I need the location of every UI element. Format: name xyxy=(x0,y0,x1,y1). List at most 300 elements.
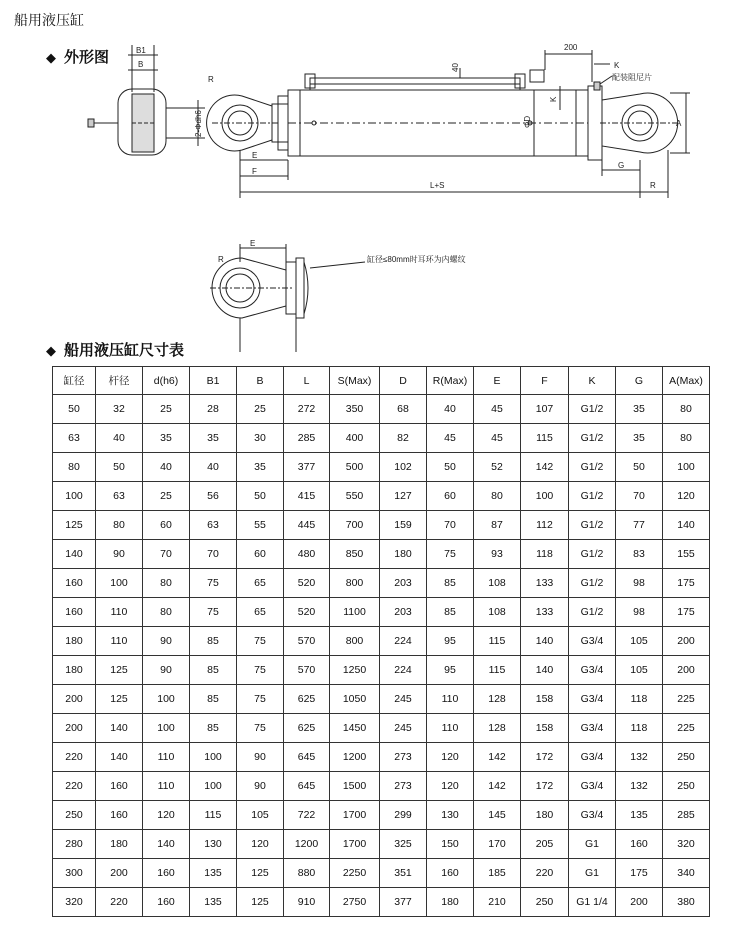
table-cell: 175 xyxy=(663,598,710,627)
table-cell: 203 xyxy=(380,569,427,598)
table-cell: 224 xyxy=(380,656,427,685)
table-cell: 90 xyxy=(237,772,284,801)
table-row xyxy=(53,540,710,569)
table-cell: 120 xyxy=(237,830,284,859)
table-cell: 377 xyxy=(380,888,427,917)
table-row xyxy=(53,511,710,540)
table-cell: 75 xyxy=(190,569,237,598)
table-cell: 50 xyxy=(427,453,474,482)
table-cell: 128 xyxy=(474,685,521,714)
table-cell: 80 xyxy=(143,569,190,598)
table-cell: 159 xyxy=(380,511,427,540)
table-cell: 98 xyxy=(616,569,663,598)
table-cell: 1500 xyxy=(330,772,380,801)
table-cell: 200 xyxy=(663,627,710,656)
table-cell: 105 xyxy=(616,656,663,685)
column-header: 杆径 xyxy=(96,367,143,395)
table-cell: 480 xyxy=(284,540,330,569)
table-cell: 645 xyxy=(284,743,330,772)
table-cell: 100 xyxy=(190,772,237,801)
table-cell: 110 xyxy=(143,743,190,772)
table-cell: G1 xyxy=(569,830,616,859)
table-cell: 285 xyxy=(663,801,710,830)
table-cell: 224 xyxy=(380,627,427,656)
table-cell: 70 xyxy=(190,540,237,569)
table-cell: 25 xyxy=(143,482,190,511)
table-cell: 35 xyxy=(237,453,284,482)
table-cell: 180 xyxy=(521,801,569,830)
table-cell: G3/4 xyxy=(569,714,616,743)
label-200: 200 xyxy=(564,43,578,52)
table-cell: 125 xyxy=(96,656,143,685)
table-cell: 377 xyxy=(284,453,330,482)
table-cell: 880 xyxy=(284,859,330,888)
table-cell: G3/4 xyxy=(569,743,616,772)
diamond-bullet-icon-2: ◆ xyxy=(46,344,56,359)
thread-eye-view xyxy=(210,244,365,352)
table-cell: 25 xyxy=(237,395,284,424)
table-cell: 142 xyxy=(474,772,521,801)
table-cell: 160 xyxy=(96,801,143,830)
table-cell: 95 xyxy=(427,627,474,656)
table-cell: 85 xyxy=(190,685,237,714)
column-header: L xyxy=(284,367,330,395)
table-cell: 299 xyxy=(380,801,427,830)
table-cell: 100 xyxy=(143,714,190,743)
table-cell: 140 xyxy=(96,714,143,743)
table-cell: 30 xyxy=(237,424,284,453)
table-cell: 245 xyxy=(380,714,427,743)
table-cell: 1200 xyxy=(284,830,330,859)
table-cell: 273 xyxy=(380,772,427,801)
table-cell: 60 xyxy=(427,482,474,511)
table-cell: 1450 xyxy=(330,714,380,743)
column-header: B xyxy=(237,367,284,395)
table-cell: 172 xyxy=(521,743,569,772)
column-header: 缸径 xyxy=(53,367,96,395)
table-cell: G1/2 xyxy=(569,511,616,540)
column-header: K xyxy=(569,367,616,395)
table-row xyxy=(53,656,710,685)
table-cell: 100 xyxy=(96,569,143,598)
spec-table xyxy=(52,366,710,917)
table-cell: 200 xyxy=(663,656,710,685)
table-cell: 118 xyxy=(616,714,663,743)
table-cell: 170 xyxy=(474,830,521,859)
label-e2: E xyxy=(250,239,256,248)
table-cell: 220 xyxy=(521,859,569,888)
column-header: R(Max) xyxy=(427,367,474,395)
table-cell: 120 xyxy=(427,743,474,772)
table-cell: 180 xyxy=(53,656,96,685)
table-cell: 100 xyxy=(190,743,237,772)
table-cell: 220 xyxy=(53,772,96,801)
table-cell: 160 xyxy=(143,859,190,888)
table-cell: 200 xyxy=(96,859,143,888)
label-k-side: K xyxy=(549,96,558,102)
table-cell: 125 xyxy=(237,859,284,888)
label-b1: B1 xyxy=(136,46,146,55)
table-cell: 90 xyxy=(143,627,190,656)
table-cell: G3/4 xyxy=(569,772,616,801)
table-row xyxy=(53,569,710,598)
table-cell: 160 xyxy=(96,772,143,801)
table-cell: G3/4 xyxy=(569,685,616,714)
table-cell: 120 xyxy=(663,482,710,511)
table-cell: 175 xyxy=(663,569,710,598)
table-cell: 45 xyxy=(427,424,474,453)
label-r-left: R xyxy=(208,75,214,84)
table-cell: 60 xyxy=(143,511,190,540)
column-header: D xyxy=(380,367,427,395)
table-cell: 52 xyxy=(474,453,521,482)
table-cell: 133 xyxy=(521,598,569,627)
table-row xyxy=(53,830,710,859)
table-cell: 150 xyxy=(427,830,474,859)
section-outline-label: 外形图 xyxy=(64,48,110,66)
table-cell: 80 xyxy=(53,453,96,482)
table-cell: 115 xyxy=(190,801,237,830)
column-header: F xyxy=(521,367,569,395)
table-cell: 90 xyxy=(237,743,284,772)
grease-nipple-icon xyxy=(88,119,94,127)
table-cell: 625 xyxy=(284,685,330,714)
table-cell: 175 xyxy=(616,859,663,888)
table-cell: 105 xyxy=(616,627,663,656)
table-cell: 140 xyxy=(53,540,96,569)
end-cap xyxy=(588,86,602,160)
diamond-bullet-icon: ◆ xyxy=(46,51,56,66)
table-cell: G1/2 xyxy=(569,482,616,511)
table-cell: 80 xyxy=(96,511,143,540)
table-cell: 180 xyxy=(427,888,474,917)
table-cell: 80 xyxy=(663,395,710,424)
document-title: 船用液压缸 xyxy=(14,13,84,29)
label-ls: L+S xyxy=(430,181,445,190)
table-cell: 140 xyxy=(521,627,569,656)
table-cell: 200 xyxy=(616,888,663,917)
table-cell: 127 xyxy=(380,482,427,511)
table-cell: 185 xyxy=(474,859,521,888)
table-cell: 203 xyxy=(380,598,427,627)
table-cell: 50 xyxy=(237,482,284,511)
table-cell: 415 xyxy=(284,482,330,511)
table-cell: 125 xyxy=(96,685,143,714)
table-cell: 108 xyxy=(474,569,521,598)
table-cell: G1/2 xyxy=(569,569,616,598)
table-cell: 520 xyxy=(284,598,330,627)
table-cell: 112 xyxy=(521,511,569,540)
table-cell: 800 xyxy=(330,627,380,656)
table-cell: 80 xyxy=(474,482,521,511)
table-cell: 55 xyxy=(237,511,284,540)
table-cell: 273 xyxy=(380,743,427,772)
label-damper: 配装阻尼片 xyxy=(612,73,652,82)
table-cell: 220 xyxy=(96,888,143,917)
table-cell: 45 xyxy=(474,395,521,424)
table-cell: 120 xyxy=(427,772,474,801)
table-cell: 35 xyxy=(190,424,237,453)
table-cell: 77 xyxy=(616,511,663,540)
table-cell: 2750 xyxy=(330,888,380,917)
section-table-label: 船用液压缸尺寸表 xyxy=(64,341,185,359)
table-cell: 75 xyxy=(190,598,237,627)
table-cell: 128 xyxy=(474,714,521,743)
table-cell: 2250 xyxy=(330,859,380,888)
table-row xyxy=(53,888,710,917)
table-cell: 132 xyxy=(616,743,663,772)
table-cell: 520 xyxy=(284,569,330,598)
column-header: S(Max) xyxy=(330,367,380,395)
table-cell: 320 xyxy=(53,888,96,917)
table-cell: 65 xyxy=(237,569,284,598)
label-d-h6: 2-Φdh6 xyxy=(194,110,203,137)
table-cell: 1250 xyxy=(330,656,380,685)
table-row xyxy=(53,395,710,424)
table-cell: 280 xyxy=(53,830,96,859)
table-cell: 85 xyxy=(190,656,237,685)
table-cell: 125 xyxy=(53,511,96,540)
column-header: d(h6) xyxy=(143,367,190,395)
table-cell: 250 xyxy=(663,772,710,801)
table-cell: 75 xyxy=(237,627,284,656)
column-header: A(Max) xyxy=(663,367,710,395)
table-cell: G3/4 xyxy=(569,801,616,830)
table-cell: 155 xyxy=(663,540,710,569)
table-cell: 50 xyxy=(616,453,663,482)
table-row xyxy=(53,424,710,453)
table-row xyxy=(53,453,710,482)
label-f: F xyxy=(252,167,257,176)
table-cell: 75 xyxy=(237,656,284,685)
table-cell: 118 xyxy=(616,685,663,714)
table-cell: 320 xyxy=(663,830,710,859)
label-rod-dim: 40 xyxy=(451,63,460,72)
table-cell: 90 xyxy=(96,540,143,569)
table-cell: 100 xyxy=(143,685,190,714)
table-cell: 135 xyxy=(190,888,237,917)
table-cell: 1200 xyxy=(330,743,380,772)
table-cell: 85 xyxy=(190,627,237,656)
table-cell: 87 xyxy=(474,511,521,540)
table-cell: 100 xyxy=(53,482,96,511)
table-cell: 245 xyxy=(380,685,427,714)
table-cell: 1700 xyxy=(330,801,380,830)
table-cell: 115 xyxy=(474,627,521,656)
table-cell: 60 xyxy=(237,540,284,569)
table-cell: 625 xyxy=(284,714,330,743)
table-cell: 200 xyxy=(53,685,96,714)
label-note: 缸径≤80mm时耳环为内螺纹 xyxy=(367,255,466,264)
label-a: A xyxy=(676,119,682,128)
table-cell: 570 xyxy=(284,656,330,685)
label-k: K xyxy=(614,61,620,70)
table-cell: 140 xyxy=(143,830,190,859)
table-cell: 120 xyxy=(143,801,190,830)
table-cell: G1/2 xyxy=(569,453,616,482)
table-cell: 140 xyxy=(521,656,569,685)
table-cell: 132 xyxy=(616,772,663,801)
table-cell: 50 xyxy=(53,395,96,424)
table-cell: 102 xyxy=(380,453,427,482)
label-g: G xyxy=(618,161,625,170)
table-cell: G1/2 xyxy=(569,424,616,453)
side-view xyxy=(88,45,205,155)
table-cell: 160 xyxy=(616,830,663,859)
table-cell: 800 xyxy=(330,569,380,598)
table-cell: 70 xyxy=(143,540,190,569)
table-cell: 32 xyxy=(96,395,143,424)
table-cell: 250 xyxy=(521,888,569,917)
table-cell: 80 xyxy=(143,598,190,627)
table-cell: 220 xyxy=(53,743,96,772)
table-cell: G1/2 xyxy=(569,540,616,569)
table-cell: 142 xyxy=(474,743,521,772)
label-e: E xyxy=(252,151,258,160)
table-cell: 28 xyxy=(190,395,237,424)
table-cell: 108 xyxy=(474,598,521,627)
table-cell: 35 xyxy=(143,424,190,453)
table-cell: 110 xyxy=(427,714,474,743)
table-cell: 85 xyxy=(427,598,474,627)
table-cell: 570 xyxy=(284,627,330,656)
table-row xyxy=(53,598,710,627)
outline-drawing xyxy=(0,0,740,360)
table-cell: 160 xyxy=(143,888,190,917)
table-cell: 75 xyxy=(237,714,284,743)
table-cell: G1 xyxy=(569,859,616,888)
table-cell: 325 xyxy=(380,830,427,859)
table-cell: 910 xyxy=(284,888,330,917)
table-cell: 1100 xyxy=(330,598,380,627)
section-table-title xyxy=(46,339,184,360)
table-cell: 158 xyxy=(521,714,569,743)
table-cell: 140 xyxy=(663,511,710,540)
table-cell: 115 xyxy=(474,656,521,685)
table-cell: 135 xyxy=(190,859,237,888)
table-cell: 300 xyxy=(53,859,96,888)
table-cell: 110 xyxy=(427,685,474,714)
table-cell: 50 xyxy=(96,453,143,482)
table-cell: 40 xyxy=(190,453,237,482)
table-cell: 105 xyxy=(237,801,284,830)
table-cell: 85 xyxy=(427,569,474,598)
label-b: B xyxy=(138,60,144,69)
table-cell: G3/4 xyxy=(569,656,616,685)
table-cell: 107 xyxy=(521,395,569,424)
table-cell: 1050 xyxy=(330,685,380,714)
table-cell: 350 xyxy=(330,395,380,424)
table-cell: 115 xyxy=(521,424,569,453)
table-cell: 285 xyxy=(284,424,330,453)
table-row xyxy=(53,627,710,656)
table-row xyxy=(53,801,710,830)
column-header: G xyxy=(616,367,663,395)
table-cell: G1 1/4 xyxy=(569,888,616,917)
table-cell: 200 xyxy=(53,714,96,743)
table-cell: 35 xyxy=(616,424,663,453)
table-cell: 75 xyxy=(427,540,474,569)
table-cell: 445 xyxy=(284,511,330,540)
table-cell: 160 xyxy=(53,598,96,627)
table-cell: G3/4 xyxy=(569,627,616,656)
table-cell: 205 xyxy=(521,830,569,859)
table-cell: 90 xyxy=(143,656,190,685)
table-row xyxy=(53,714,710,743)
table-cell: 380 xyxy=(663,888,710,917)
table-cell: 340 xyxy=(663,859,710,888)
table-cell: 180 xyxy=(96,830,143,859)
table-row xyxy=(53,685,710,714)
table-cell: 95 xyxy=(427,656,474,685)
table-cell: 133 xyxy=(521,569,569,598)
table-cell: 500 xyxy=(330,453,380,482)
table-cell: G1/2 xyxy=(569,395,616,424)
hydraulic-tube xyxy=(310,78,520,84)
table-cell: 40 xyxy=(427,395,474,424)
table-cell: 110 xyxy=(96,598,143,627)
table-cell: G1/2 xyxy=(569,598,616,627)
table-cell: 158 xyxy=(521,685,569,714)
table-cell: 40 xyxy=(143,453,190,482)
table-cell: 351 xyxy=(380,859,427,888)
table-cell: 85 xyxy=(190,714,237,743)
table-cell: 110 xyxy=(96,627,143,656)
table-cell: 172 xyxy=(521,772,569,801)
table-cell: 700 xyxy=(330,511,380,540)
column-header: E xyxy=(474,367,521,395)
table-cell: 225 xyxy=(663,714,710,743)
table-cell: 63 xyxy=(53,424,96,453)
table-cell: 250 xyxy=(53,801,96,830)
table-cell: 83 xyxy=(616,540,663,569)
table-cell: 63 xyxy=(190,511,237,540)
table-cell: 98 xyxy=(616,598,663,627)
table-cell: 68 xyxy=(380,395,427,424)
table-cell: 56 xyxy=(190,482,237,511)
table-cell: 125 xyxy=(237,888,284,917)
table-cell: 80 xyxy=(663,424,710,453)
table-cell: 645 xyxy=(284,772,330,801)
table-cell: 210 xyxy=(474,888,521,917)
table-cell: 140 xyxy=(96,743,143,772)
table-cell: 25 xyxy=(143,395,190,424)
label-r-bottom: R xyxy=(650,181,656,190)
table-cell: 100 xyxy=(521,482,569,511)
table-cell: 160 xyxy=(427,859,474,888)
table-cell: 130 xyxy=(190,830,237,859)
table-cell: 75 xyxy=(237,685,284,714)
table-cell: 850 xyxy=(330,540,380,569)
table-cell: 45 xyxy=(474,424,521,453)
table-cell: 65 xyxy=(237,598,284,627)
table-cell: 272 xyxy=(284,395,330,424)
table-row xyxy=(53,743,710,772)
table-cell: 225 xyxy=(663,685,710,714)
table-cell: 82 xyxy=(380,424,427,453)
table-cell: 250 xyxy=(663,743,710,772)
column-header: B1 xyxy=(190,367,237,395)
table-row xyxy=(53,859,710,888)
table-cell: 93 xyxy=(474,540,521,569)
table-cell: 550 xyxy=(330,482,380,511)
table-row xyxy=(53,482,710,511)
table-cell: 142 xyxy=(521,453,569,482)
table-cell: 35 xyxy=(616,395,663,424)
label-phi-d: ΦD xyxy=(523,115,532,128)
table-cell: 100 xyxy=(663,453,710,482)
table-cell: 180 xyxy=(380,540,427,569)
